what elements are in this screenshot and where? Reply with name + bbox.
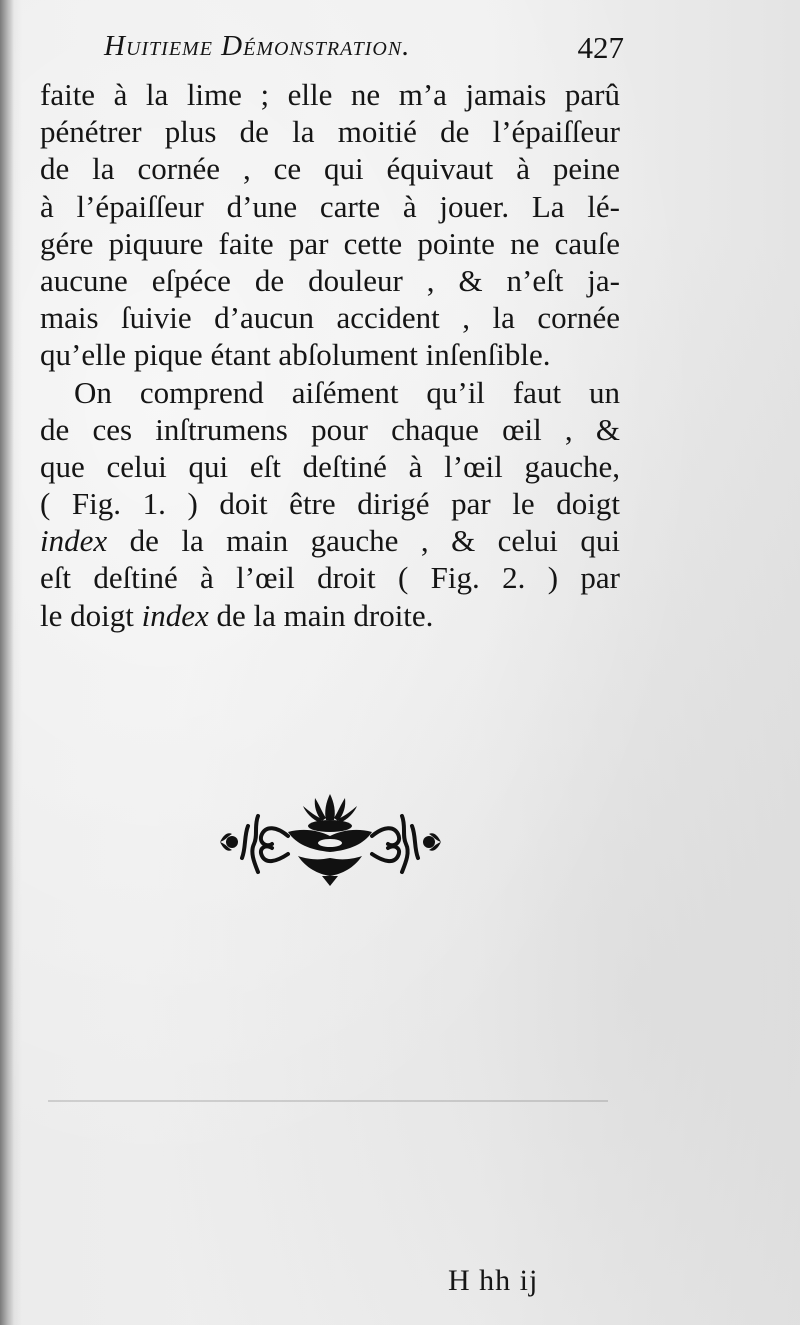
reverse-footnote-rule [48, 1100, 608, 1102]
text-line: à l’épaiſſeur d’une carte à jouer. La lé- [40, 188, 620, 224]
text-line: de ces inſtrumens pour chaque œil , & [40, 411, 620, 447]
text-line: gére piquure faite par cette pointe ne cauſe [40, 225, 620, 261]
text-line: eſt deſtiné à l’œil droit ( Fig. 2. ) par [40, 560, 620, 596]
text-line: qu’elle pique étant abſolument inſenſible. [40, 337, 551, 373]
body-text [40, 76, 620, 634]
text-line: faite à la lime ; elle ne m’a jamais parû [40, 77, 620, 112]
text-line: aucune eſpéce de douleur , & n’eſt ja- [40, 262, 620, 298]
page-number: 427 [577, 30, 624, 65]
text-line: ( Fig. 1. ) doit être dirigé par le doigt [40, 486, 620, 522]
paragraph-start-line: On comprend aiſément qu’il faut un [74, 374, 620, 410]
italic-term: index [40, 523, 108, 559]
running-head-title: Huitieme Démonstration. [104, 30, 411, 62]
text-line: index de la main gauche , & celui qui [40, 523, 620, 559]
text-line: mais ſuivie d’aucun accident , la cornée [40, 300, 620, 336]
floral-tailpiece-icon [218, 786, 443, 890]
italic-term: index [141, 597, 209, 633]
signature-mark: H hh ij [448, 1264, 539, 1297]
text-line: le doigt index de la main droite. [40, 597, 434, 633]
text-line: pénétrer plus de la moitié de l’épaiſſeur [40, 114, 620, 150]
running-head [104, 30, 624, 80]
page-gutter-shadow [0, 0, 14, 1325]
text-line: de la cornée , ce qui équivaut à peine [40, 151, 620, 187]
text-line: que celui qui eſt deſtiné à l’œil gauche, [40, 448, 620, 484]
